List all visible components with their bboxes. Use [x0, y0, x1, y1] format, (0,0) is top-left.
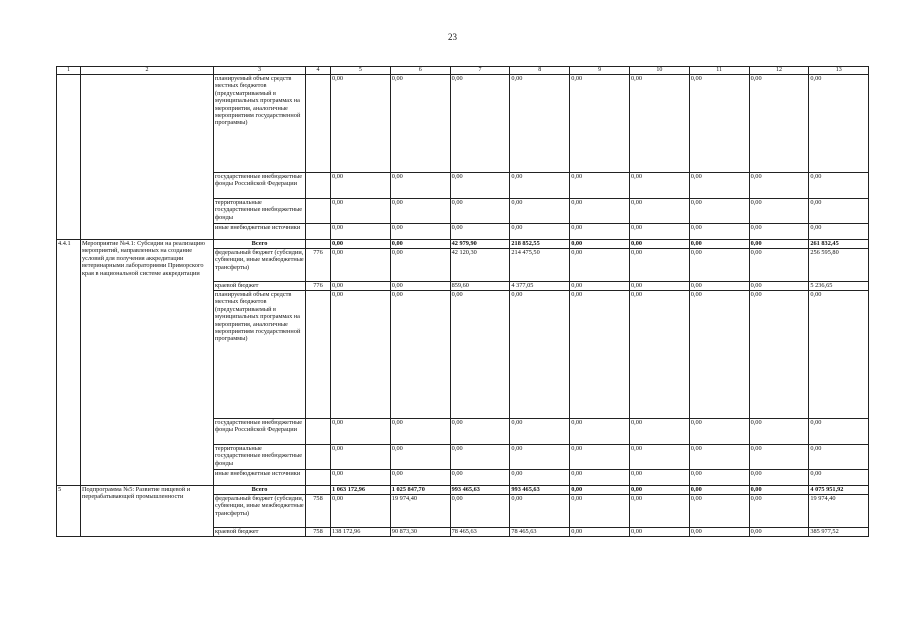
value-cell: 0,00 [629, 224, 689, 240]
value-cell: 0,00 [689, 249, 749, 282]
value-cell: 0,00 [331, 470, 391, 486]
value-cell: 0,00 [570, 291, 630, 419]
value-cell: 0,00 [689, 173, 749, 199]
value-cell: 0,00 [331, 282, 391, 291]
value-cell: 0,00 [689, 486, 749, 495]
value-cell: 0,00 [331, 173, 391, 199]
budget-code-cell [306, 291, 331, 419]
total-row [57, 240, 869, 249]
value-cell: 0,00 [390, 249, 450, 282]
value-cell: 0,00 [450, 291, 510, 419]
value-cell: 0,00 [331, 495, 391, 528]
row-number-cell [57, 75, 81, 240]
value-cell: 0,00 [570, 495, 630, 528]
value-cell: 0,00 [390, 470, 450, 486]
value-cell: 0,00 [570, 282, 630, 291]
value-cell: 0,00 [689, 75, 749, 173]
value-cell: 0,00 [390, 240, 450, 249]
value-cell: 0,00 [809, 470, 869, 486]
value-cell: 0,00 [510, 291, 570, 419]
value-cell: 0,00 [689, 240, 749, 249]
value-cell: 0,00 [749, 495, 809, 528]
table-row [57, 75, 869, 173]
page-number: 23 [448, 32, 457, 42]
value-cell: 0,00 [689, 495, 749, 528]
row-number-cell: 5 [57, 486, 81, 537]
value-cell: 138 172,96 [331, 528, 391, 537]
value-cell: 0,00 [331, 224, 391, 240]
value-cell: 385 977,52 [809, 528, 869, 537]
value-cell: 0,00 [629, 419, 689, 445]
value-cell: 0,00 [510, 445, 570, 470]
value-cell: 0,00 [629, 75, 689, 173]
value-cell: 90 873,30 [390, 528, 450, 537]
value-cell: 218 852,55 [510, 240, 570, 249]
value-cell: 0,00 [570, 199, 630, 224]
value-cell: 0,00 [689, 291, 749, 419]
value-cell: 0,00 [450, 173, 510, 199]
value-cell: 0,00 [390, 224, 450, 240]
value-cell: 0,00 [570, 470, 630, 486]
funding-source-cell: планируемый объем средств местных бюджетов (предусматриваемый в муниципальных программах на мероприятия, аналогичные мероприятиям государственной программы) [214, 75, 306, 173]
funding-source-cell: территориальные государственные внебюджетные фонды [214, 445, 306, 470]
budget-code-cell [306, 75, 331, 173]
value-cell: 0,00 [629, 528, 689, 537]
value-cell: 0,00 [749, 470, 809, 486]
value-cell: 0,00 [510, 419, 570, 445]
value-cell: 261 832,45 [809, 240, 869, 249]
value-cell: 42 979,90 [450, 240, 510, 249]
activity-name-cell: Мероприятие №4.1: Субсидии на реализацию мероприятий, направленных на создание условий для получения аккредитации ветеринарными лабораториями Приморского края в национальной системе аккредитации [81, 240, 214, 486]
value-cell: 0,00 [510, 470, 570, 486]
value-cell: 19 974,40 [390, 495, 450, 528]
column-number: 13 [809, 67, 869, 75]
value-cell: 0,00 [331, 75, 391, 173]
value-cell: 0,00 [510, 224, 570, 240]
budget-code-cell [306, 470, 331, 486]
value-cell: 0,00 [390, 282, 450, 291]
total-label: Всего [214, 486, 306, 495]
value-cell: 0,00 [749, 75, 809, 173]
row-number-cell: 4.4.1 [57, 240, 81, 486]
value-cell: 0,00 [390, 199, 450, 224]
value-cell: 78 465,63 [450, 528, 510, 537]
funding-source-cell: федеральный бюджет (субсидии, субвенции, иные межбюджетные трансферты) [214, 249, 306, 282]
budget-code-cell [306, 240, 331, 249]
column-number: 6 [390, 67, 450, 75]
value-cell: 0,00 [749, 445, 809, 470]
column-number: 1 [57, 67, 81, 75]
value-cell: 0,00 [450, 224, 510, 240]
value-cell: 5 236,65 [809, 282, 869, 291]
column-number: 8 [510, 67, 570, 75]
value-cell: 0,00 [629, 495, 689, 528]
value-cell: 0,00 [510, 75, 570, 173]
value-cell: 0,00 [570, 75, 630, 173]
value-cell: 78 465,63 [510, 528, 570, 537]
value-cell: 0,00 [689, 282, 749, 291]
value-cell: 4 075 951,92 [809, 486, 869, 495]
value-cell: 993 465,63 [450, 486, 510, 495]
funding-source-cell: иные внебюджетные источники [214, 224, 306, 240]
budget-code-cell [306, 445, 331, 470]
budget-code-cell: 758 [306, 528, 331, 537]
column-number: 4 [306, 67, 331, 75]
value-cell: 0,00 [450, 75, 510, 173]
funding-source-cell: иные внебюджетные источники [214, 470, 306, 486]
column-number-row [57, 67, 869, 75]
value-cell: 0,00 [749, 240, 809, 249]
value-cell: 993 465,63 [510, 486, 570, 495]
budget-table-body [57, 67, 869, 537]
value-cell: 0,00 [390, 445, 450, 470]
column-number: 7 [450, 67, 510, 75]
value-cell: 0,00 [749, 282, 809, 291]
budget-code-cell: 776 [306, 282, 331, 291]
value-cell: 0,00 [450, 199, 510, 224]
value-cell: 0,00 [689, 199, 749, 224]
budget-code-cell: 758 [306, 495, 331, 528]
value-cell: 0,00 [390, 419, 450, 445]
value-cell: 0,00 [570, 240, 630, 249]
value-cell: 0,00 [689, 445, 749, 470]
value-cell: 0,00 [689, 528, 749, 537]
value-cell: 0,00 [331, 419, 391, 445]
value-cell: 0,00 [809, 75, 869, 173]
value-cell: 0,00 [629, 291, 689, 419]
value-cell: 0,00 [510, 495, 570, 528]
column-number: 5 [331, 67, 391, 75]
value-cell: 0,00 [809, 224, 869, 240]
total-label: Всего [214, 240, 306, 249]
column-number: 3 [214, 67, 306, 75]
value-cell: 0,00 [629, 470, 689, 486]
value-cell: 0,00 [689, 470, 749, 486]
value-cell: 0,00 [450, 470, 510, 486]
budget-code-cell: 776 [306, 249, 331, 282]
value-cell: 0,00 [390, 75, 450, 173]
budget-code-cell [306, 173, 331, 199]
value-cell: 0,00 [331, 445, 391, 470]
value-cell: 4 377,05 [510, 282, 570, 291]
value-cell: 0,00 [749, 486, 809, 495]
budget-code-cell [306, 419, 331, 445]
value-cell: 0,00 [749, 199, 809, 224]
value-cell: 0,00 [629, 199, 689, 224]
funding-source-cell: федеральный бюджет (субсидии, субвенции, иные межбюджетные трансферты) [214, 495, 306, 528]
value-cell: 0,00 [629, 240, 689, 249]
value-cell: 0,00 [570, 486, 630, 495]
value-cell: 0,00 [570, 249, 630, 282]
value-cell: 0,00 [749, 291, 809, 419]
value-cell: 0,00 [390, 173, 450, 199]
funding-source-cell: территориальные государственные внебюджетные фонды [214, 199, 306, 224]
value-cell: 19 974,40 [809, 495, 869, 528]
value-cell: 0,00 [629, 173, 689, 199]
value-cell: 214 475,50 [510, 249, 570, 282]
column-number: 2 [81, 67, 214, 75]
value-cell: 0,00 [570, 419, 630, 445]
funding-source-cell: краевой бюджет [214, 282, 306, 291]
budget-code-cell [306, 199, 331, 224]
value-cell: 0,00 [570, 445, 630, 470]
value-cell: 0,00 [749, 528, 809, 537]
value-cell: 0,00 [749, 249, 809, 282]
value-cell: 0,00 [331, 240, 391, 249]
value-cell: 0,00 [570, 528, 630, 537]
budget-code-cell [306, 486, 331, 495]
activity-name-cell [81, 75, 214, 240]
value-cell: 0,00 [510, 173, 570, 199]
value-cell: 1 025 847,70 [390, 486, 450, 495]
value-cell: 0,00 [809, 445, 869, 470]
value-cell: 0,00 [450, 495, 510, 528]
column-number: 9 [570, 67, 630, 75]
value-cell: 0,00 [450, 419, 510, 445]
value-cell: 256 595,80 [809, 249, 869, 282]
value-cell: 0,00 [629, 445, 689, 470]
value-cell: 0,00 [450, 445, 510, 470]
activity-name-cell: Подпрограмма №5: Развитие пищевой и перерабатывающей промышленности [81, 486, 214, 537]
value-cell: 0,00 [809, 173, 869, 199]
value-cell: 42 120,30 [450, 249, 510, 282]
total-row [57, 486, 869, 495]
value-cell: 0,00 [510, 199, 570, 224]
value-cell: 0,00 [749, 224, 809, 240]
value-cell: 859,60 [450, 282, 510, 291]
value-cell: 0,00 [689, 224, 749, 240]
value-cell: 0,00 [331, 291, 391, 419]
value-cell: 0,00 [629, 486, 689, 495]
value-cell: 0,00 [570, 173, 630, 199]
funding-source-cell: государственные внебюджетные фонды Российской Федерации [214, 173, 306, 199]
value-cell: 0,00 [809, 199, 869, 224]
funding-source-cell: государственные внебюджетные фонды Российской Федерации [214, 419, 306, 445]
value-cell: 0,00 [331, 249, 391, 282]
column-number: 11 [689, 67, 749, 75]
funding-source-cell: планируемый объем средств местных бюджетов (предусматриваемый в муниципальных программах на мероприятия, аналогичные мероприятиям государственной программы) [214, 291, 306, 419]
budget-table [56, 66, 869, 537]
value-cell: 0,00 [749, 419, 809, 445]
value-cell: 0,00 [809, 291, 869, 419]
value-cell: 0,00 [331, 199, 391, 224]
value-cell: 0,00 [809, 419, 869, 445]
column-number: 12 [749, 67, 809, 75]
value-cell: 0,00 [629, 249, 689, 282]
funding-source-cell: краевой бюджет [214, 528, 306, 537]
column-number: 10 [629, 67, 689, 75]
value-cell: 1 063 172,96 [331, 486, 391, 495]
value-cell: 0,00 [749, 173, 809, 199]
value-cell: 0,00 [390, 291, 450, 419]
value-cell: 0,00 [689, 419, 749, 445]
value-cell: 0,00 [570, 224, 630, 240]
budget-code-cell [306, 224, 331, 240]
value-cell: 0,00 [629, 282, 689, 291]
